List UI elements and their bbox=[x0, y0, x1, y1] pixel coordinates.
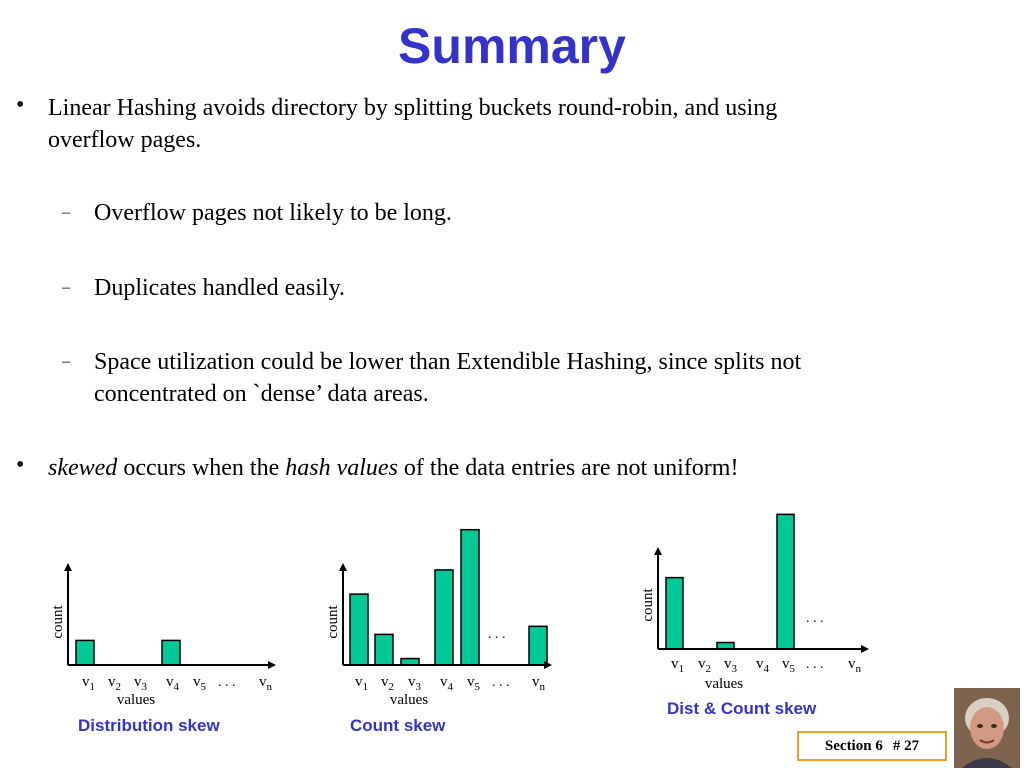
x-axis-label: values bbox=[704, 676, 744, 692]
tick-label-v4: $v_4$ bbox=[166, 674, 179, 693]
tick-label-v5: $v_5$ bbox=[193, 674, 206, 693]
caption-dist-count-skew: Dist & Count skew bbox=[667, 699, 817, 718]
y-axis-arrow bbox=[339, 563, 347, 571]
sub-bullet-overflow: Overflow pages not likely to be long. bbox=[94, 200, 452, 226]
bar-vn bbox=[529, 626, 547, 665]
bar-v2 bbox=[375, 634, 393, 665]
tick-label-v5: $v_5$ bbox=[467, 674, 480, 693]
y-axis-label: count bbox=[325, 605, 341, 639]
tick-label-v2: $v_2$ bbox=[698, 656, 711, 675]
x-axis-arrow bbox=[268, 661, 276, 669]
bullet-marker: • bbox=[16, 92, 25, 118]
tick-label-v3: $v_3$ bbox=[134, 674, 147, 693]
bar-v4 bbox=[435, 570, 453, 665]
footer-section: Section 6 bbox=[824, 737, 883, 754]
bullet-text: occurs when the bbox=[117, 455, 286, 481]
footer-page-number: # 27 bbox=[892, 737, 920, 754]
tick-label-v2: $v_2$ bbox=[381, 674, 394, 693]
sub-bullet-duplicates: Duplicates handled easily. bbox=[94, 275, 346, 301]
bar-v1 bbox=[666, 578, 683, 649]
bullet-text-line1: Linear Hashing avoids directory by splitting buckets round-robin, and using bbox=[48, 95, 778, 121]
bar-v3 bbox=[162, 640, 180, 665]
tick-label-v1: $v_1$ bbox=[82, 674, 95, 693]
y-axis-arrow bbox=[64, 563, 72, 571]
term-hash-values: hash values bbox=[285, 455, 398, 481]
tick-label-vn: $v_n$ bbox=[259, 674, 272, 693]
caption-count-skew: Count skew bbox=[350, 716, 446, 735]
bar-ellipsis: . . . bbox=[806, 611, 824, 626]
bullet-text-line2: overflow pages. bbox=[48, 127, 202, 153]
bar-ellipsis: . . . bbox=[488, 627, 506, 642]
bar-v1 bbox=[350, 594, 368, 665]
dash-marker: – bbox=[62, 353, 70, 370]
y-axis-arrow bbox=[654, 547, 662, 555]
x-axis-arrow bbox=[861, 645, 869, 653]
tick-ellipsis: . . . bbox=[492, 675, 510, 690]
bar-v1 bbox=[76, 640, 94, 665]
sub-bullet-space-line1: Space utilization could be lower than Extendible Hashing, since splits not bbox=[94, 349, 802, 375]
y-axis-label: count bbox=[640, 588, 656, 622]
tick-label-vn: $v_n$ bbox=[532, 674, 545, 693]
x-axis-label: values bbox=[389, 692, 429, 708]
tick-label-v1: $v_1$ bbox=[355, 674, 368, 693]
tick-ellipsis: . . . bbox=[806, 657, 824, 672]
tick-label-v4: $v_4$ bbox=[440, 674, 453, 693]
dash-marker: – bbox=[62, 279, 70, 296]
sub-bullet-space-line2: concentrated on `dense’ data areas. bbox=[94, 381, 429, 407]
y-axis-label: count bbox=[50, 605, 66, 639]
term-skewed: skewed bbox=[48, 455, 118, 481]
tick-label-v3: $v_3$ bbox=[724, 656, 737, 675]
tick-label-v3: $v_3$ bbox=[408, 674, 421, 693]
tick-label-v2: $v_2$ bbox=[108, 674, 121, 693]
tick-ellipsis: . . . bbox=[218, 675, 236, 690]
x-axis-arrow bbox=[544, 661, 552, 669]
bullet-marker: • bbox=[16, 452, 25, 478]
tick-label-v1: $v_1$ bbox=[671, 656, 684, 675]
dash-marker: – bbox=[62, 204, 70, 221]
tick-label-v4: $v_4$ bbox=[756, 656, 769, 675]
bar-v4 bbox=[777, 514, 794, 649]
bar-v5 bbox=[461, 530, 479, 665]
x-axis-label: values bbox=[116, 692, 156, 708]
caption-distribution-skew: Distribution skew bbox=[78, 716, 220, 735]
slide-title: Summary bbox=[398, 18, 626, 74]
bullet-text: of the data entries are not uniform! bbox=[397, 455, 739, 481]
tick-label-v5: $v_5$ bbox=[782, 656, 795, 675]
tick-label-vn: $v_n$ bbox=[848, 656, 861, 675]
footer-section-box bbox=[797, 731, 947, 761]
presenter-photo bbox=[954, 688, 1020, 768]
